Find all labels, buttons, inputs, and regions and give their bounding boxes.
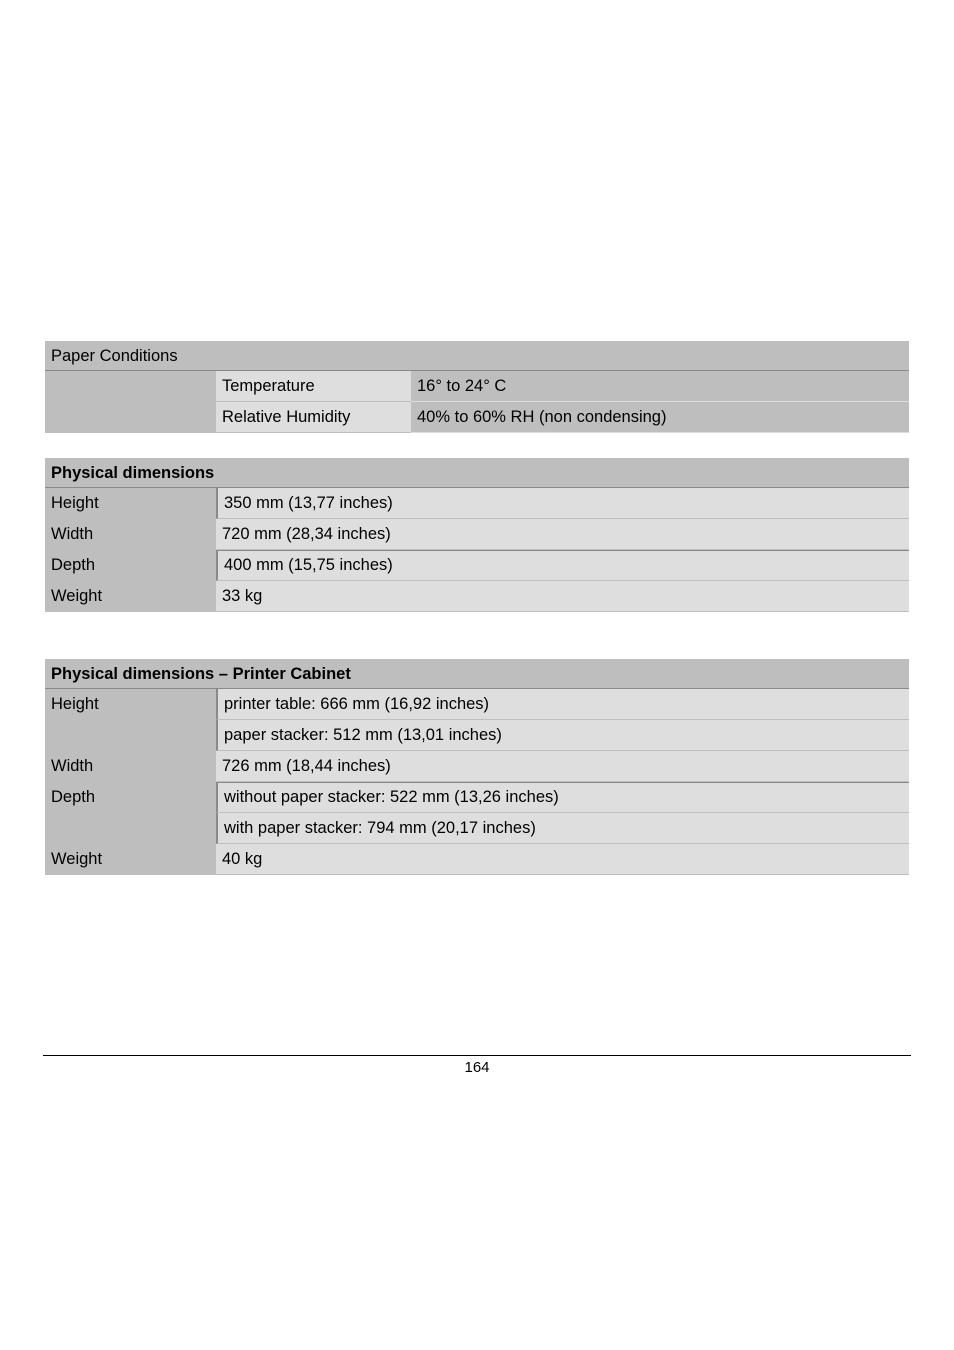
- table-row: [45, 689, 909, 720]
- table-header: Physical dimensions: [45, 458, 909, 488]
- table-header: Physical dimensions – Printer Cabinet: [45, 659, 909, 689]
- row-label: Height: [45, 488, 216, 519]
- table-row: [45, 402, 909, 433]
- row-label: [45, 813, 216, 844]
- table-header: Paper Conditions: [45, 341, 909, 371]
- table-row: [45, 751, 909, 782]
- table-row: [45, 519, 909, 550]
- table-row: [45, 550, 909, 581]
- table-row: [45, 720, 909, 751]
- row-value: with paper stacker: 794 mm (20,17 inches): [216, 813, 909, 844]
- condition-value: 40% to 60% RH (non condensing): [411, 402, 909, 433]
- row-value: 720 mm (28,34 inches): [216, 519, 909, 550]
- row-value: 400 mm (15,75 inches): [216, 550, 909, 581]
- row-value: paper stacker: 512 mm (13,01 inches): [216, 720, 909, 751]
- row-label: [45, 371, 216, 402]
- row-label: Depth: [45, 550, 216, 581]
- row-label: Width: [45, 751, 216, 782]
- row-label: Weight: [45, 581, 216, 612]
- row-label: Height: [45, 689, 216, 720]
- paper-conditions-table: [45, 341, 909, 433]
- row-label: Width: [45, 519, 216, 550]
- footer-divider: [43, 1055, 911, 1056]
- physical-dimensions-table: [45, 458, 909, 612]
- table-row: [45, 488, 909, 519]
- row-label: [45, 720, 216, 751]
- condition-value: 16° to 24° C: [411, 371, 909, 402]
- row-label: Weight: [45, 844, 216, 875]
- table-row: [45, 581, 909, 612]
- row-label: [45, 402, 216, 433]
- table-row: [45, 371, 909, 402]
- row-value: printer table: 666 mm (16,92 inches): [216, 689, 909, 720]
- row-value: 33 kg: [216, 581, 909, 612]
- row-value: 726 mm (18,44 inches): [216, 751, 909, 782]
- row-value: without paper stacker: 522 mm (13,26 inches): [216, 782, 909, 813]
- printer-cabinet-table: [45, 659, 909, 875]
- row-value: 40 kg: [216, 844, 909, 875]
- page-number: 164: [464, 1059, 490, 1076]
- table-row: [45, 844, 909, 875]
- row-label: Depth: [45, 782, 216, 813]
- table-row: [45, 813, 909, 844]
- row-value: 350 mm (13,77 inches): [216, 488, 909, 519]
- table-row: [45, 782, 909, 813]
- condition-name: Temperature: [216, 371, 411, 402]
- condition-name: Relative Humidity: [216, 402, 411, 433]
